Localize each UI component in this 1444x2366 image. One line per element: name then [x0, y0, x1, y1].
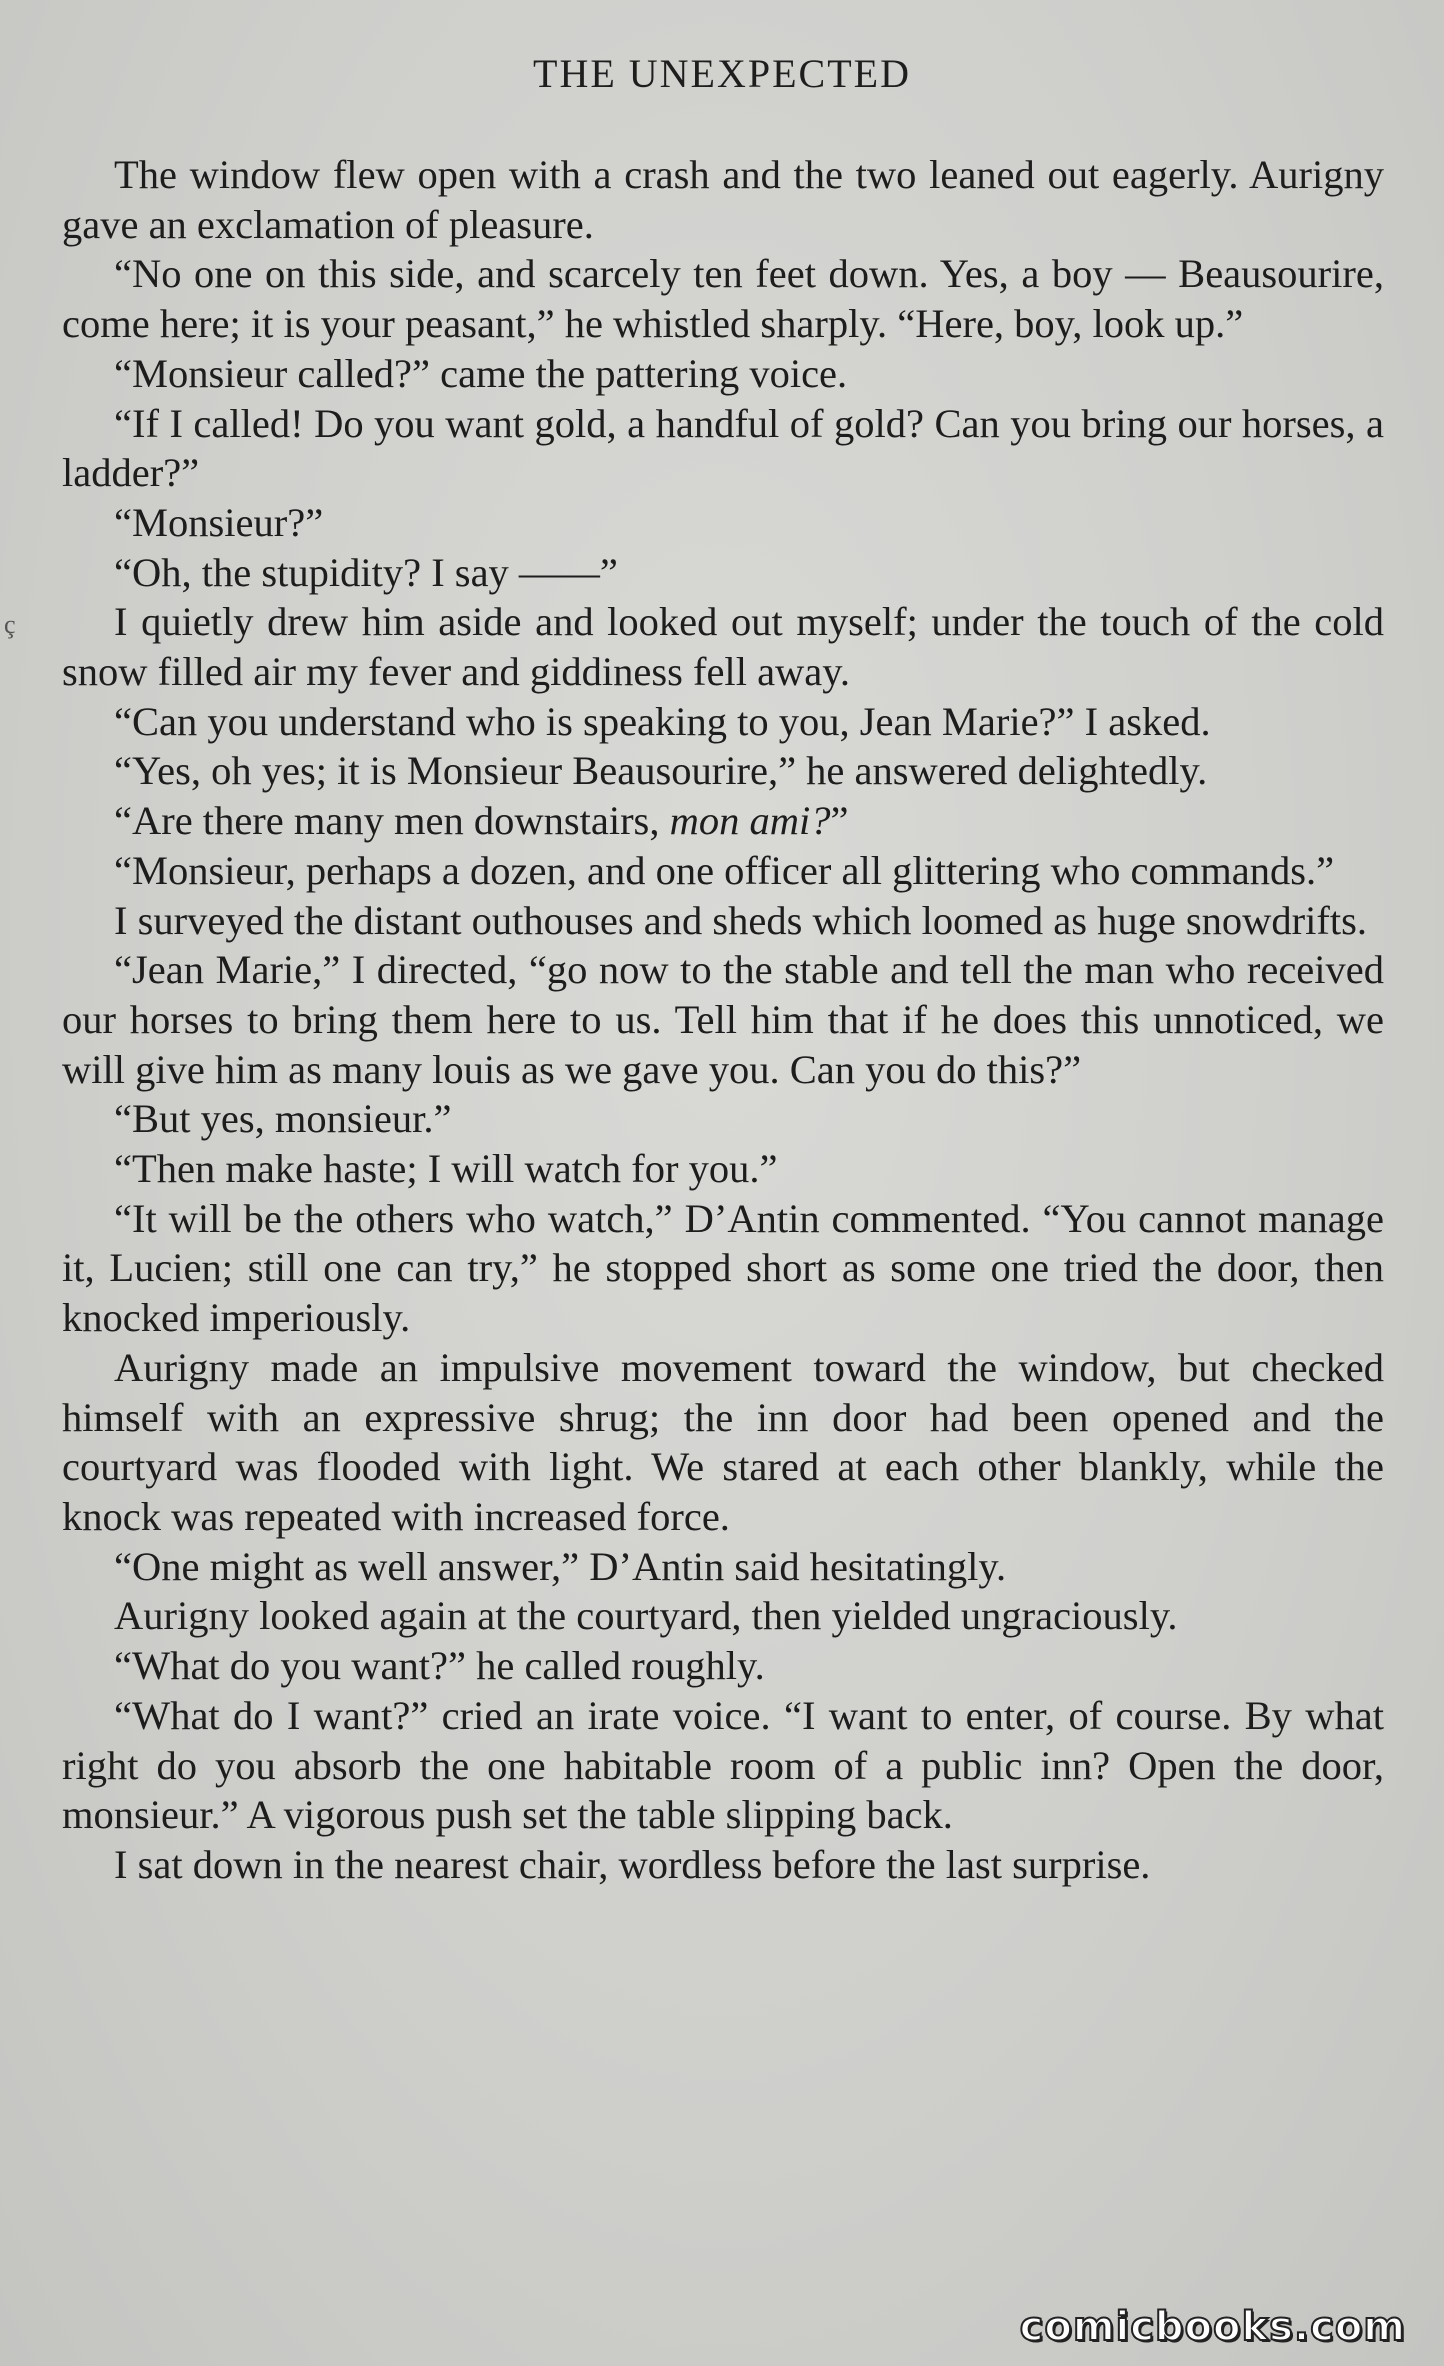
- paragraph: The window flew open with a crash and the two leaned out eagerly. Aurigny gave an exclamation of pleasure.: [62, 152, 1384, 247]
- paragraph: “It will be the others who watch,” D’Antin commented. “You cannot manage it, Lucien; still one can try,” he stopped short as some one tried the door, then knocked imperiously.: [62, 1195, 1384, 1341]
- paragraph: Aurigny looked again at the courtyard, then yielded ungraciously.: [114, 1593, 1178, 1639]
- paragraph: “Yes, oh yes; it is Monsieur Beausourire,” he answered delightedly.: [114, 748, 1208, 794]
- paragraph: “Monsieur, perhaps a dozen, and one officer all glittering who commands.”: [114, 847, 1335, 893]
- paragraph: “But yes, monsieur.”: [114, 1096, 452, 1142]
- paragraph: Aurigny made an impulsive movement toward the window, but checked himself with an expressive shrug; the inn door had been opened and the courtyard was flooded with light. We stared at each other blankly, while the knock was repeated with increased force.: [62, 1344, 1384, 1539]
- paragraph: “One might as well answer,” D’Antin said hesitatingly.: [114, 1543, 1007, 1589]
- paragraph: “Jean Marie,” I directed, “go now to the stable and tell the man who received our horses to bring them here to us. Tell him that if he does this unnoticed, we will give him as many louis as we gave you. Can you do this?”: [62, 947, 1384, 1092]
- dialogue-text: “Are there many men downstairs,: [114, 798, 670, 844]
- site-watermark: comicbooks.com: [1019, 2304, 1406, 2350]
- page-body: [62, 150, 1384, 1890]
- paragraph: “Oh, the stupidity? I say ——”: [114, 549, 618, 595]
- paragraph: “Can you understand who is speaking to you, Jean Marie?” I asked.: [114, 698, 1211, 744]
- margin-mark: ç: [4, 610, 16, 639]
- paragraph: “If I called! Do you want gold, a handful of gold? Can you bring our horses, a ladder?”: [62, 400, 1384, 496]
- paragraph: “What do you want?” he called roughly.: [114, 1643, 765, 1689]
- paragraph: “Monsieur?”: [114, 499, 324, 545]
- paragraph: [62, 796, 1384, 846]
- paragraph: “Monsieur called?” came the pattering voice.: [114, 350, 848, 396]
- paragraph: I surveyed the distant outhouses and sheds which loomed as huge snowdrifts.: [114, 897, 1368, 943]
- paragraph: “No one on this side, and scarcely ten feet down. Yes, a boy — Beausourire, come here; it is your peasant,” he whistled sharply. “Here, boy, look up.”: [62, 251, 1384, 347]
- italic-phrase: mon ami?: [669, 798, 831, 844]
- closing-quote: ”: [830, 798, 849, 844]
- paragraph: I quietly drew him aside and looked out myself; under the touch of the cold snow filled air my fever and giddiness fell away.: [62, 599, 1384, 695]
- paragraph: “What do I want?” cried an irate voice. “I want to enter, of course. By what right do you absorb the one habitable room of a public inn? Open the door, monsieur.” A vigorous push set the table slipping back.: [62, 1692, 1384, 1838]
- paragraph: I sat down in the nearest chair, wordless before the last surprise.: [114, 1841, 1151, 1887]
- paragraph: “Then make haste; I will watch for you.”: [114, 1146, 778, 1192]
- running-head: THE UNEXPECTED: [533, 51, 911, 96]
